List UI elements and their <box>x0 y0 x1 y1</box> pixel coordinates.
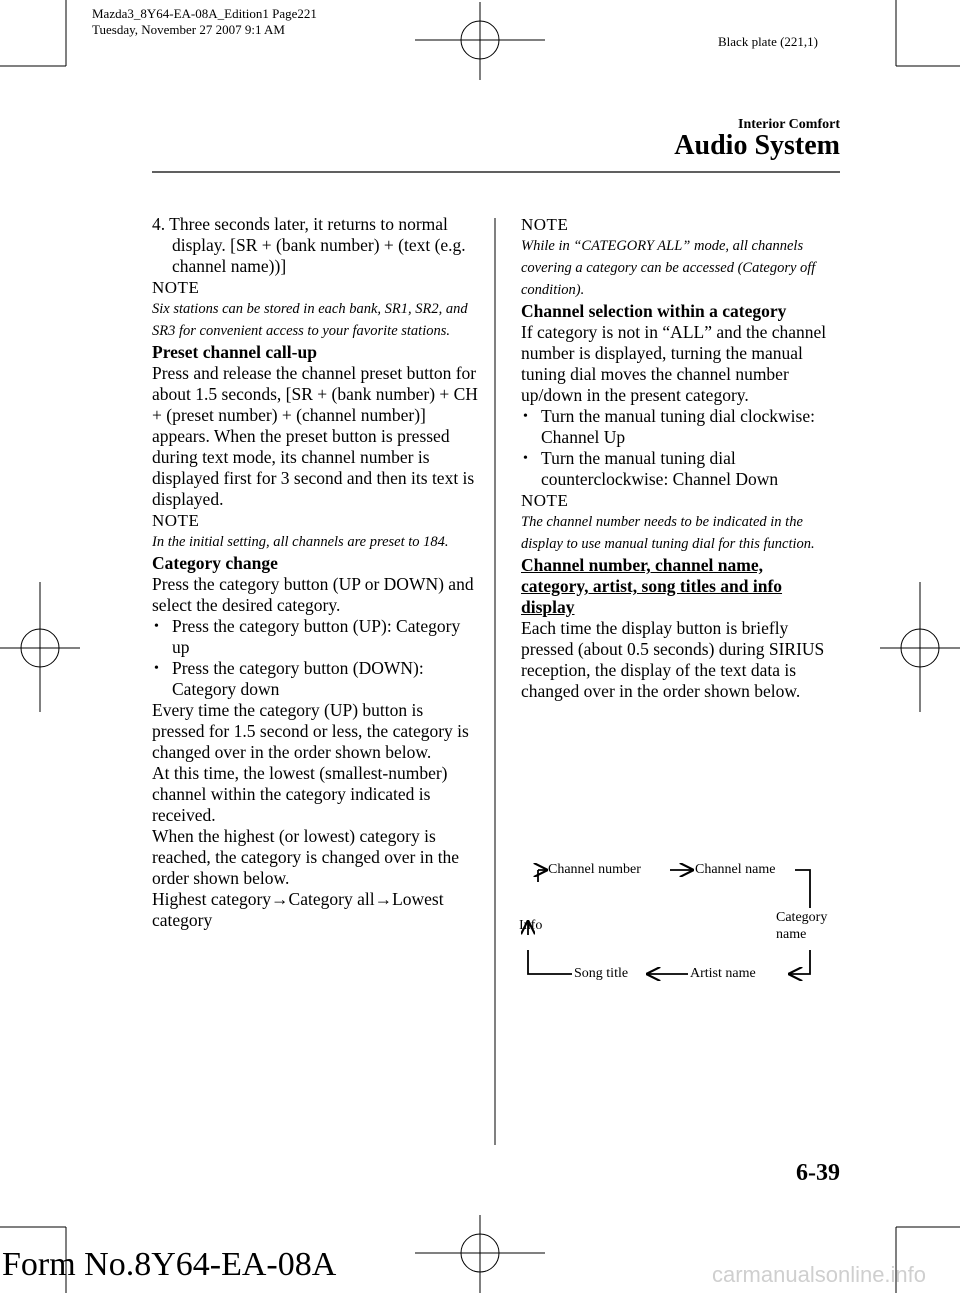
display-order-body: Each time the display button is briefly pressed (about 0.5 seconds) during SIRIUS reception, the display of the text data is changed over in the order shown below. <box>521 618 825 701</box>
watermark: carmanualsonline.info <box>712 1262 927 1287</box>
bullet-item: • Press the category button (UP): Category up <box>152 616 478 658</box>
arrow-channel-name-to-category <box>795 870 810 908</box>
right-column <box>521 214 841 702</box>
category-heading: Category change <box>152 553 278 573</box>
category-paragraph: When the highest (or lowest) category is reached, the category is changed over in the order shown below. <box>152 826 460 888</box>
arrow-category-to-artist <box>790 950 810 974</box>
arrow-into-channel-number <box>538 870 546 882</box>
left-column <box>152 214 478 931</box>
form-number: Form No.8Y64-EA-08A <box>2 1246 337 1283</box>
channel-selection-body: If category is not in “ALL” and the channel number is displayed, turning the manual tuning dial moves the channel number up/down in the present category. <box>521 322 827 405</box>
diagram-category-name: Category name <box>776 910 828 942</box>
section-category: Interior Comfort <box>738 117 840 132</box>
note-heading: NOTE <box>152 511 200 530</box>
diagram-info: Info <box>519 918 543 933</box>
diagram-song-title: Song title <box>574 966 629 981</box>
note-body: In the initial setting, all channels are preset to 184. <box>152 534 449 550</box>
diagram-channel-name: Channel name <box>695 862 776 877</box>
diagram-channel-number: Channel number <box>548 862 641 877</box>
category-paragraph: Every time the category (UP) button is pressed for 1.5 second or less, the category is changed over in the order shown below. <box>152 700 469 762</box>
display-order-heading: Channel number, channel name, category, artist, song titles and info display <box>521 555 783 617</box>
note-heading: NOTE <box>152 278 200 297</box>
bullet-item: • Turn the manual tuning dial counterclockwise: Channel Down <box>521 448 841 490</box>
category-paragraph: At this time, the lowest (smallest-number) channel within the category indicated is received. <box>152 763 448 825</box>
print-job-timestamp: Tuesday, November 27 2007 9:1 AM <box>92 22 285 37</box>
note-heading: NOTE <box>521 491 569 510</box>
preset-body: Press and release the channel preset button for about 1.5 seconds, [SR + (bank number) + CH + (preset number) + (channel number)] appears. When the preset button is pressed during text mode, its channel number is displayed first for 3 second and then its text is displayed. <box>152 363 478 509</box>
diagram-artist-name: Artist name <box>690 966 756 981</box>
print-job-info <box>92 6 317 38</box>
preset-heading: Preset channel call-up <box>152 342 317 362</box>
note-body: While in “CATEGORY ALL” mode, all channels covering a category can be accessed (Category off condition). <box>521 238 816 298</box>
category-order: Highest category→Category all→Lowest category <box>152 889 444 930</box>
print-job-filename: Mazda3_8Y64-EA-08A_Edition1 Page221 <box>92 6 317 21</box>
channel-selection-heading: Channel selection within a category <box>521 301 787 321</box>
bullet-item: • Turn the manual tuning dial clockwise: Channel Up <box>521 406 841 448</box>
note-body: The channel number needs to be indicated in the display to use manual tuning dial for this function. <box>521 514 815 552</box>
arrow-song-title-to-info <box>528 950 572 974</box>
note-heading: NOTE <box>521 215 569 234</box>
black-plate-label: Black plate (221,1) <box>718 34 818 49</box>
section-title: Audio System <box>674 130 840 161</box>
step-4: 4. Three seconds later, it returns to normal display. [SR + (bank number) + (text (e.g. channel name))] <box>152 214 466 276</box>
category-intro: Press the category button (UP or DOWN) and select the desired category. <box>152 574 474 615</box>
bullet-item: • Press the category button (DOWN): Category down <box>152 658 478 700</box>
note-body: Six stations can be stored in each bank, SR1, SR2, and SR3 for convenient access to your favorite stations. <box>152 301 468 339</box>
page-number: 6-39 <box>796 1160 840 1186</box>
